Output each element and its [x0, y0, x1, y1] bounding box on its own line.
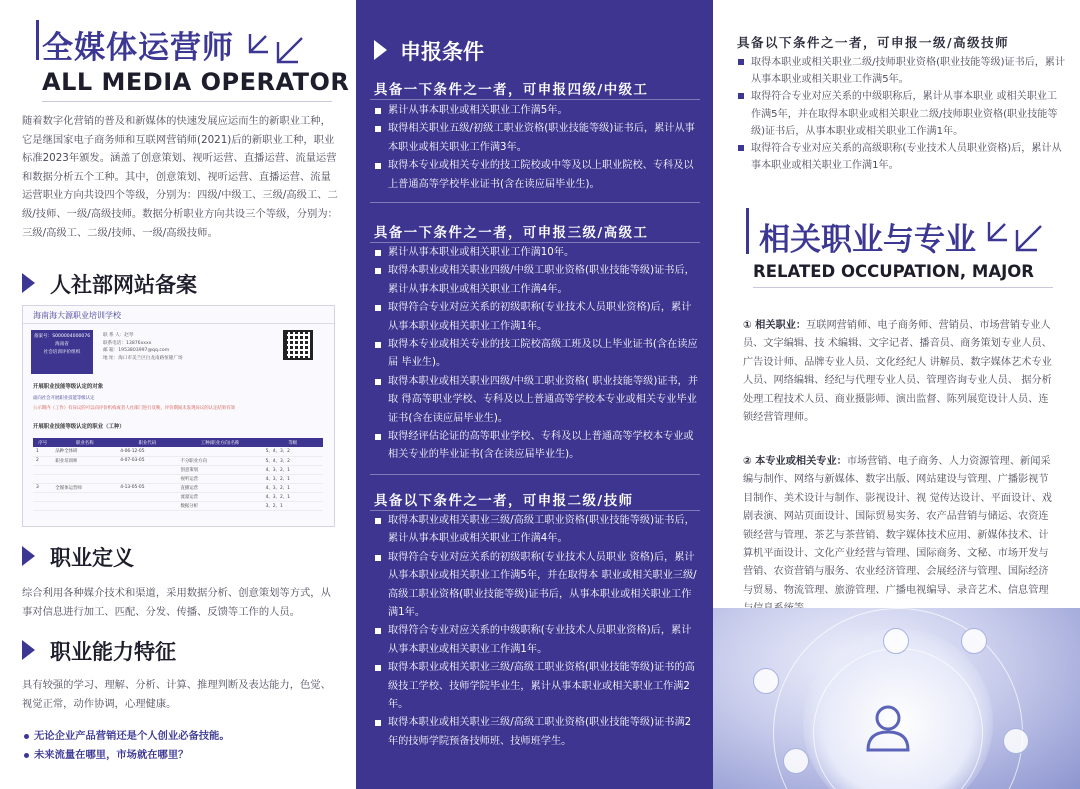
right-panel — [713, 0, 1080, 789]
table-row — [33, 474, 323, 483]
triangle-bullet-icon — [374, 40, 387, 60]
slogan — [24, 746, 188, 761]
table-row — [33, 447, 323, 456]
table-row — [33, 492, 323, 501]
table-cell: 职业培训师 — [52, 456, 117, 465]
table-cell: 5、4、3、2 — [263, 447, 323, 456]
definition-text: 综合利用各种媒介技术和渠道，采用数据分析、创意策划等方式，从事对信息进行加工、匹配、分发、传播、反馈等工作的人员。 — [22, 587, 331, 618]
section-heading-related: 相关职业与专业 — [759, 222, 976, 258]
table-row — [33, 483, 323, 492]
triangle-bullet-icon — [22, 546, 35, 566]
majors-label: ② 本专业或相关专业： — [743, 456, 847, 467]
triangle-bullet-icon — [22, 273, 35, 293]
card-line: 社会培训评价组织 — [43, 350, 81, 355]
card-line: 备案号：S000004000076 — [33, 334, 91, 339]
slogan-text: 无论企业产品营销还是个人创业必备技能。 — [34, 730, 230, 742]
left-panel — [0, 0, 356, 789]
table-cell — [52, 492, 117, 501]
divider — [42, 101, 332, 102]
table-cell: 品种全体研 — [52, 447, 117, 456]
divider — [370, 510, 700, 511]
divider — [370, 474, 700, 475]
middle-panel — [356, 0, 713, 789]
condition-title: 具备以下条件之一者，可申报一级/高级技师 — [737, 35, 1010, 50]
website-screenshot — [22, 305, 335, 527]
table-cell: 3、2、1 — [263, 501, 323, 510]
network-node — [883, 628, 909, 654]
condition-list — [374, 512, 700, 751]
list-item: 取得本专业或相关专业的技工院校高级工班及以上毕业证书(含在读应届 毕业生)。 — [374, 336, 700, 373]
table-cell — [52, 501, 117, 510]
list-item: 取得本专业或相关专业的技工院校或中等及以上职业院校、专科及以上普通高等学校毕业证书(含在读应届毕业生)。 — [374, 157, 700, 194]
intro-text: 随着数字化营销的普及和新媒体的快速发展应运而生的新职业工种，它是继国家电子商务师和互联网营销师(2021)后的新职业工种，职业标准2023年颁发。涵盖了创意策划、视听运营、直播运营、流量运营和数据分析五个工种。其中，创意策划、视听运营、直播运营、流量运营职业方向共设四个等级，分别为：四级/中级工、三级/高级工、二级/技师、一级/高级技师。数据分析职业方向共设三个等级，分别为：三级/高级工、二级/技师、一级/高级技师。 — [22, 115, 338, 239]
condition-title: 具备以下条件之一者，可申报二级/技师 — [374, 494, 634, 509]
screenshot-warning: 公示期内（工作）有异议的可以向评价机构或者人社部门进行反映，评价期间未发现异议的认定结果有效 — [33, 406, 235, 411]
info-line: 联 系 人：赵琴 — [103, 333, 134, 338]
network-node — [961, 628, 987, 654]
double-arrow-icon — [985, 218, 1045, 260]
list-item: 取得符合专业对应关系的初级职称(专业技术人员职业 资格)后，累计从事本职业或相关职业工作满5年，并在取得本 职业或相关职业三级/高级工职业资格(职业技能等级)证书后，从事本职业或相关职业工作满1年。 — [374, 549, 700, 623]
section-heading-definition: 职业定义 — [50, 546, 134, 570]
school-name: 海南海大源职业培训学校 — [33, 311, 121, 320]
triangle-bullet-icon — [22, 640, 35, 660]
section-heading-website: 人社部网站备案 — [50, 273, 197, 297]
table-cell: 流量运营 — [177, 492, 262, 501]
network-node — [783, 748, 809, 774]
table-cell: 4、3、2、1 — [263, 474, 323, 483]
table-header: 序号 — [33, 438, 52, 447]
table-cell — [33, 492, 52, 501]
page-title-en: ALL MEDIA OPERATOR — [42, 68, 350, 96]
table-header: 等级 — [263, 438, 323, 447]
network-node — [753, 668, 779, 694]
table-cell — [52, 474, 117, 483]
condition-title: 具备一下条件之一者，可申报三级/高级工 — [374, 226, 649, 241]
table-row — [33, 465, 323, 474]
table-row — [33, 456, 323, 465]
list-item: 取得本职业或相关职业三级/高级工职业资格(职业技能等级)证书满2年的技师学院预备技师班、技师班学生。 — [374, 714, 700, 751]
divider — [753, 287, 1053, 288]
table-cell: 视听运营 — [177, 474, 262, 483]
section-heading-related-en: RELATED OCCUPATION, MAJOR — [753, 262, 1034, 281]
slogan-text: 未来流量在哪里，市场就在哪里？ — [34, 749, 189, 761]
table-header: 职业代码 — [117, 438, 177, 447]
table-cell: 4、3、2、1 — [263, 483, 323, 492]
table-cell — [117, 501, 177, 510]
related-majors — [743, 453, 1055, 619]
table-cell: 5、4、3、2 — [263, 456, 323, 465]
list-item: 取得符合专业对应关系的高级职称(专业技术人员职业资格)后，累计从事本职业或相关职业工作满1年。 — [737, 140, 1067, 174]
table-cell — [33, 474, 52, 483]
ability-text: 具有较强的学习、理解、分析、计算、推理判断及表达能力，色觉、视觉正常，动作协调，心理健康。 — [22, 679, 331, 710]
table-cell — [117, 492, 177, 501]
table-cell: 4-07-03-05 — [117, 456, 177, 465]
info-line: 邮 箱：1953803997@qq.com — [103, 348, 170, 354]
title-accent-bar — [746, 208, 749, 254]
screenshot-note: 面向社会开展职业技能等级认定 — [33, 396, 95, 401]
card-line: 海南省 — [55, 342, 69, 347]
list-item: 累计从事本职业或相关职业工作满10年。 — [374, 244, 700, 262]
table-header: 职业名称 — [52, 438, 117, 447]
network-node — [1003, 728, 1029, 754]
info-line: 联系电话：13876xxxx — [103, 340, 152, 346]
divider — [370, 242, 700, 243]
table-cell: 创意策划 — [177, 465, 262, 474]
table-cell — [33, 501, 52, 510]
condition-list — [374, 102, 700, 194]
table-cell: 不分职业方向 — [177, 456, 262, 465]
info-line: 地 址：海口市美兰区白龙南路恒隆广场 — [103, 355, 183, 361]
majors-text: 市场营销、电子商务、人力资源管理、新闻采编与制作、网络与新媒体、数字出版、网站建设与管理、广播影视节目制作、美术设计与制作、影视设计、视 觉传达设计、平面设计、戏剧表演、网站页面设计、国际贸易实务、农产品营销与储运、农资连锁经营与管理、茶艺与茶营销、数字媒体技术应用、新媒体技术、计算机平面设计、文化产业经营与管理、国际商务、文秘、市场开发与营销、农资营销与服务、农业经济管理、会展经济与管理、国际经济与贸易、物流管理、旅游管理、广播电视编导、录音艺术、信息管理 — [743, 456, 1052, 596]
person-icon — [858, 696, 918, 756]
table-row — [33, 501, 323, 510]
table-cell — [177, 447, 262, 456]
table-cell: 全媒体运营师 — [52, 483, 117, 492]
divider — [370, 202, 700, 203]
related-occupations — [743, 317, 1055, 427]
network-illustration — [713, 608, 1080, 789]
bullet-dot-icon — [24, 734, 29, 739]
table-cell — [117, 465, 177, 474]
table-header: 工种(职业方向)名称 — [177, 438, 262, 447]
bullet-dot-icon — [24, 753, 29, 758]
list-item: 取得经评估论证的高等职业学校、专科及以上普通高等学校本专业或相关专业的毕业证书(含在读应届毕业生)。 — [374, 428, 700, 465]
table-cell: 3 — [33, 483, 52, 492]
condition-list — [737, 54, 1067, 174]
table-cell: 4-13-05-05 — [117, 483, 177, 492]
list-item: 取得本职业或相关职业四级/中级工职业资格(职业技能等级)证书后，累计从事本职业或相关职业工作满4年。 — [374, 262, 700, 299]
registration-card — [31, 330, 93, 374]
list-item: 累计从事本职业或相关职业工作满5年。 — [374, 102, 700, 120]
list-item: 取得本职业或相关职业四级/中级工职业资格( 职业技能等级)证书，并取 得高等职业学校、专科及以上普通高等学校本专业或相关专业毕业证书(含在读应届毕业生)。 — [374, 373, 700, 428]
list-item: 取得本职业或相关职业三级/高级工职业资格(职业技能等级)证书后，累计从事本职业或相关职业工作满4年。 — [374, 512, 700, 549]
slogan — [24, 727, 230, 742]
section-heading-ability: 职业能力特征 — [50, 640, 176, 664]
table-cell: 数据分析 — [177, 501, 262, 510]
list-item: 取得本职业或相关职业二级/技师职业资格(职业技能等级)证书后，累计从事本职业或相关职业工作满5年。 — [737, 54, 1067, 88]
screenshot-subheading: 开展职业技能等级认定的对象 — [33, 384, 104, 390]
occupation-table — [33, 438, 323, 511]
section-heading-conditions: 申报条件 — [400, 40, 484, 64]
condition-list — [374, 244, 700, 465]
table-cell — [117, 474, 177, 483]
list-item: 取得相关职业五级/初级工职业资格(职业技能等级)证书后，累计从事本职业或相关职业工作满3年。 — [374, 120, 700, 157]
occupations-label: ① 相关职业： — [743, 320, 807, 331]
occupations-text: 互联网营销师、电子商务师、营销员、市场营销专业人员、文字编辑、技 术编辑、文字记者、播音员、商务策划专业人员、广告设计师、品牌专业人员、文化经纪人 讲解员、数字媒体艺术专业人员、网络编辑、经纪与代理专业人员、管理咨询专业人员、 据分析处理工程技术人员、商业摄影师、演出监督、陈列展览设计人员、连锁经营管理师。 — [743, 320, 1052, 424]
divider — [23, 323, 334, 324]
contact-info — [103, 332, 183, 362]
list-item: 取得符合专业对应关系的中级职称(专业技术人员职业资格)后，累计从事本职业或相关职业工作满1年。 — [374, 622, 700, 659]
table-cell: 4-06-12-05 — [117, 447, 177, 456]
table-cell: 4、3、2、1 — [263, 465, 323, 474]
screenshot-subheading: 开展职业技能等级认定的职业（工种） — [33, 424, 125, 430]
double-arrow-icon — [246, 30, 306, 72]
condition-title: 具备一下条件之一者，可申报四级/中级工 — [374, 83, 649, 98]
qr-code-pattern — [287, 334, 309, 356]
table-cell — [52, 465, 117, 474]
page-title: 全媒体运营师 — [42, 30, 234, 66]
table-cell: 2 — [33, 456, 52, 465]
list-item: 取得本职业或相关职业三级/高级工职业资格(职业技能等级)证书的高级技工学校、技师学院毕业生，累计从事本职业或相关职业工作满2年。 — [374, 659, 700, 714]
table-cell: 4、3、2、1 — [263, 492, 323, 501]
list-item: 取得符合专业对应关系的初级职称(专业技术人员职业资格)后，累计从事本职业或相关职业工作满1年。 — [374, 299, 700, 336]
title-accent-bar — [36, 20, 39, 60]
divider — [370, 99, 700, 100]
list-item: 取得符合专业对应关系的中级职称后，累计从事本职业 或相关职业工作满5年，并在取得本职业或相关职业二级/技师职业资格(职业技能等级)证书后，从事本职业或相关职业工作满1年。 — [737, 88, 1067, 140]
table-cell: 1 — [33, 447, 52, 456]
table-cell: 直播运营 — [177, 483, 262, 492]
table-cell — [33, 465, 52, 474]
